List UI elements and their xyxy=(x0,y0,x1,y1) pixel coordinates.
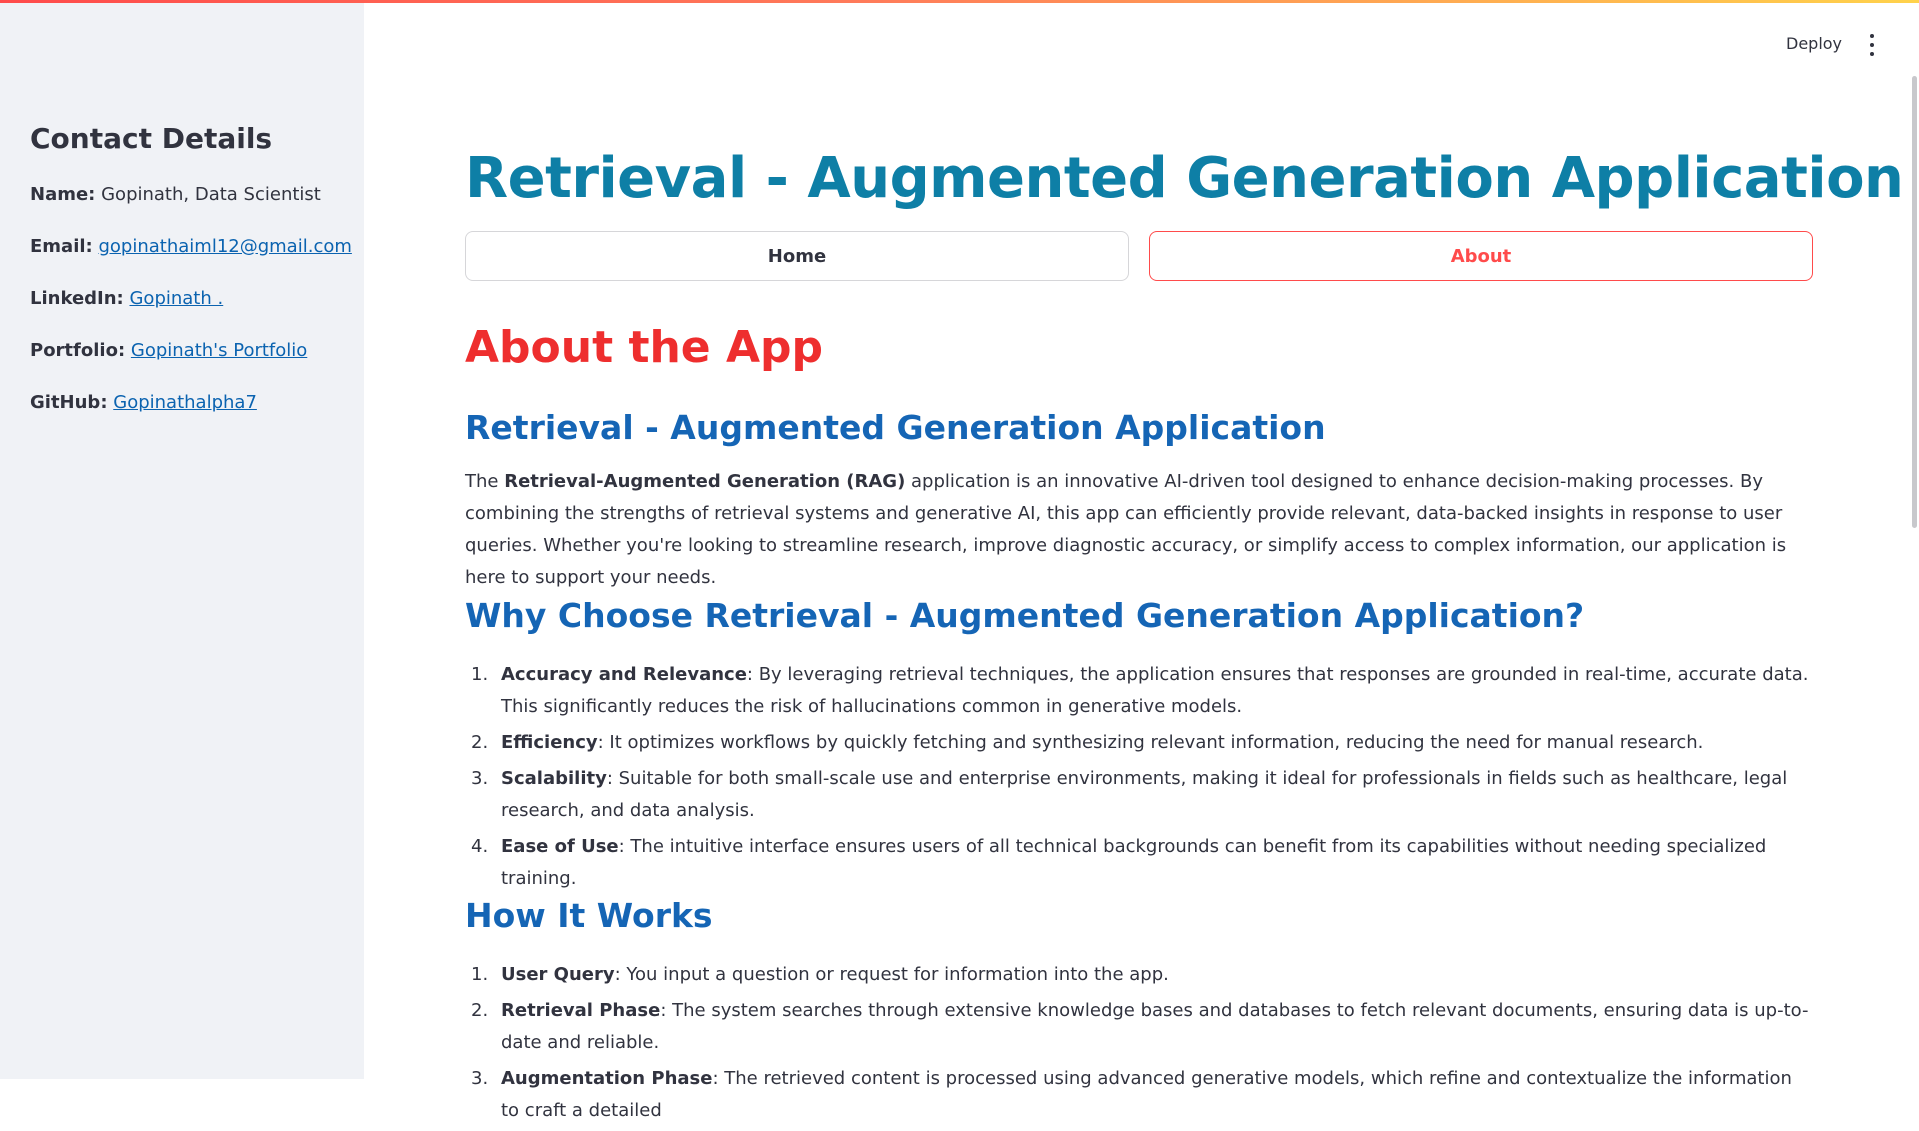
list-number: 3. xyxy=(471,1068,489,1089)
intro-prefix: The xyxy=(465,471,505,492)
list-text: : The retrieved content is processed using advanced generative models, which refine and contextualize the information to craft a detailed xyxy=(501,1068,1792,1121)
list-number: 3. xyxy=(471,768,489,789)
list-number: 4. xyxy=(471,836,489,857)
intro-paragraph xyxy=(465,466,1813,594)
intro-suffix: application is an innovative AI-driven tool designed to enhance decision-making processes. By combining the strengths of retrieval systems and generative AI, this app can efficiently provide relevant, data-backed insights in response to user queries. Whether you're looking to streamline research, improve diagnostic accuracy, or simplify access to complex information, our application is here to support your needs. xyxy=(465,471,1787,588)
page-title: Retrieval - Augmented Generation Application xyxy=(465,146,1904,211)
portfolio-link[interactable]: Gopinath's Portfolio xyxy=(130,340,308,361)
list-number: 2. xyxy=(471,732,489,753)
menu-dot xyxy=(1870,52,1874,56)
deploy-button[interactable]: Deploy xyxy=(1786,34,1843,53)
list-number: 1. xyxy=(471,964,489,985)
list-term: Augmentation Phase xyxy=(501,1068,713,1089)
contact-email-label: Email: xyxy=(30,236,93,257)
github-link[interactable]: Gopinathalpha7 xyxy=(113,392,257,413)
section-heading-rag: Retrieval - Augmented Generation Application xyxy=(465,408,1326,447)
list-item xyxy=(465,1063,1813,1127)
linkedin-link[interactable]: Gopinath . xyxy=(129,288,224,309)
how-list xyxy=(465,959,1813,1131)
contact-linkedin-label: LinkedIn: xyxy=(30,288,124,309)
list-text: : The system searches through extensive knowledge bases and databases to fetch relevant documents, ensuring data is up-to-date and reliable. xyxy=(501,1000,1809,1053)
about-heading: About the App xyxy=(465,322,824,373)
list-term: Accuracy and Relevance xyxy=(501,664,747,685)
home-button[interactable]: Home xyxy=(465,231,1129,281)
top-decoration-bar xyxy=(0,0,1919,3)
list-term: Efficiency xyxy=(501,732,598,753)
list-text: : It optimizes workflows by quickly fetching and synthesizing relevant information, reducing the need for manual research. xyxy=(597,732,1704,753)
menu-dot xyxy=(1870,43,1874,47)
list-term: Scalability xyxy=(501,768,607,789)
contact-name-label: Name: xyxy=(30,184,96,205)
list-item xyxy=(465,959,1813,991)
section-heading-how: How It Works xyxy=(465,896,713,935)
contact-email xyxy=(30,236,352,257)
sidebar xyxy=(0,0,364,1079)
main-scrollbar[interactable] xyxy=(1912,76,1917,528)
contact-portfolio-label: Portfolio: xyxy=(30,340,126,361)
sidebar-title: Contact Details xyxy=(30,122,273,155)
list-item xyxy=(465,995,1813,1059)
list-term: User Query xyxy=(501,964,615,985)
section-heading-why: Why Choose Retrieval - Augmented Generation Application? xyxy=(465,596,1585,635)
list-item xyxy=(465,763,1813,827)
list-item xyxy=(465,727,1813,759)
contact-portfolio xyxy=(30,340,307,361)
list-text: : By leveraging retrieval techniques, the application ensures that responses are grounded in real-time, accurate data. This significantly reduces the risk of hallucinations common in generative models. xyxy=(501,664,1809,717)
intro-bold: Retrieval-Augmented Generation (RAG) xyxy=(504,471,906,492)
contact-name xyxy=(30,184,321,205)
list-text: : You input a question or request for information into the app. xyxy=(614,964,1169,985)
contact-name-value: Gopinath, Data Scientist xyxy=(101,184,321,205)
list-number: 2. xyxy=(471,1000,489,1021)
list-text: : The intuitive interface ensures users of all technical backgrounds can benefit from its capabilities without needing specialized training. xyxy=(501,836,1767,889)
list-text: : Suitable for both small-scale use and enterprise environments, making it ideal for professionals in fields such as healthcare, legal research, and data analysis. xyxy=(501,768,1788,821)
list-item xyxy=(465,831,1813,895)
list-item xyxy=(465,659,1813,723)
contact-github xyxy=(30,392,257,413)
contact-linkedin xyxy=(30,288,223,309)
list-number: 1. xyxy=(471,664,489,685)
about-button[interactable]: About xyxy=(1149,231,1813,281)
contact-github-label: GitHub: xyxy=(30,392,108,413)
email-link[interactable]: gopinathaiml12@gmail.com xyxy=(98,236,352,257)
list-term: Ease of Use xyxy=(501,836,619,857)
list-term: Retrieval Phase xyxy=(501,1000,661,1021)
vertical-ellipsis-icon[interactable] xyxy=(1864,34,1880,56)
why-list xyxy=(465,659,1813,899)
menu-dot xyxy=(1870,34,1874,38)
